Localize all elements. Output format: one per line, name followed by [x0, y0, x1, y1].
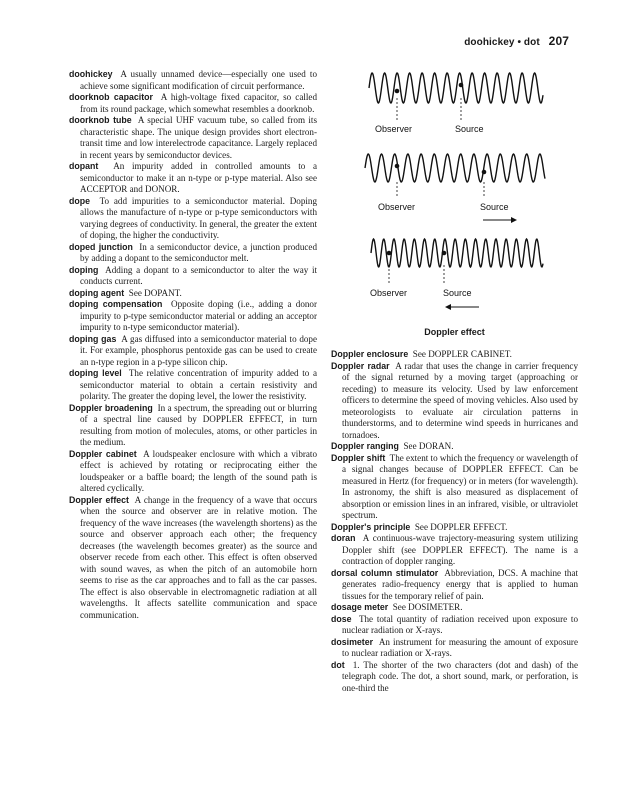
- entry-term: doping: [69, 264, 99, 275]
- left-column: [69, 69, 317, 621]
- entry-definition: A radar that uses the change in carrier frequency of the signal returned by a moving target (approaching or receding) to measure its velocity. Used by law enforcement officers to determine the speed of moving vehicles. Also used by meteorologists to evaluate air circulation patterns in thunderstorms, and to determine wind speeds in hurricanes and tornadoes.: [342, 360, 579, 440]
- entry-definition: See DOPPLER EFFECT.: [414, 521, 508, 532]
- entry-term: doohickey: [69, 69, 113, 79]
- entry-term: dosage meter: [331, 602, 389, 612]
- entry-term: dose: [331, 613, 352, 624]
- dictionary-entry: [331, 349, 578, 361]
- right-column: [331, 349, 578, 694]
- source-label: Source: [443, 288, 472, 298]
- figure-panel-stationary: [369, 73, 543, 134]
- entry-definition: A usually unnamed device—especially one used to achieve some significant modification of circuit performance.: [80, 69, 317, 91]
- entry-term: Doppler enclosure: [331, 349, 409, 359]
- motion-arrow-left-icon: [445, 304, 451, 310]
- dictionary-entry: [69, 265, 317, 288]
- entry-definition: A change in the frequency of a wave that occurs when the source and observer are in relative motion. The frequency of the wave increases (the wavelength shortens) as the source and observer approach each other; the frequency decreases (the wavelength becomes greater) as the source and observer recede from each other. This effect is often observed with sound waves, as when the pitch of an automobile horn seems to rise as the car approaches and to fall as the car passes. The effect is also observable in electromagnetic radiation at all wavelengths. It affects satellite communication and space communication.: [80, 494, 317, 620]
- entry-definition: 1. The shorter of the two characters (dot and dash) of the telegraph code. The dot, a short sound, mark, or perforation, is one-third the: [342, 659, 579, 693]
- dictionary-entry: [69, 69, 317, 92]
- dictionary-entry: [331, 453, 578, 522]
- figure-panel-receding: [365, 154, 545, 223]
- entry-definition: A special UHF vacuum tube, so called from its characteristic shape. The unique design provides short electron-transit time and low interelectrode capacitance. Largely replaced in recent years by semiconductor devices.: [80, 115, 317, 160]
- dictionary-entry: [331, 602, 578, 614]
- observer-label: Observer: [370, 288, 408, 298]
- source-marker: [442, 251, 447, 256]
- entry-definition: A high-voltage fixed capacitor, so called from its round package, which somewhat resembles a doorknob.: [80, 92, 318, 114]
- entry-definition: See DORAN.: [403, 441, 454, 451]
- entry-definition: The total quantity of radiation received upon exposure to nuclear radiation or X-rays.: [342, 613, 578, 635]
- entry-term: Doppler effect: [69, 494, 129, 505]
- entry-term: Doppler cabinet: [69, 448, 137, 459]
- entry-term: dorsal column stimulator: [331, 567, 439, 578]
- entry-term: doran: [331, 533, 356, 543]
- dictionary-entry: [331, 522, 578, 534]
- entry-definition: An instrument for measuring the amount of exposure to nuclear radiation or X-rays.: [342, 636, 579, 658]
- entry-term: dot: [331, 659, 345, 670]
- entry-term: dope: [69, 195, 91, 206]
- entry-definition: See DOPPLER CABINET.: [412, 349, 512, 359]
- dictionary-entry: [69, 495, 317, 622]
- entry-definition: See DOPANT.: [128, 287, 182, 298]
- dictionary-entry: [69, 299, 317, 334]
- entry-term: Doppler shift: [331, 452, 386, 463]
- motion-arrow-right-icon: [511, 217, 517, 223]
- dictionary-entry: [69, 403, 317, 449]
- entry-definition: Opposite doping (i.e., adding a donor impurity to p-type semiconductor material or adding an acceptor impurity to n-type semiconductor material).: [80, 299, 318, 332]
- entry-term: doorknob tube: [69, 115, 132, 125]
- entry-definition: See DOSIMETER.: [392, 602, 463, 612]
- entry-term: doping agent: [69, 287, 125, 298]
- dictionary-entry: [331, 533, 578, 568]
- dictionary-entry: [331, 660, 578, 695]
- dictionary-entry: [69, 242, 317, 265]
- dictionary-entry: [69, 368, 317, 403]
- observer-marker: [387, 251, 392, 256]
- entry-term: doping level: [69, 368, 122, 378]
- source-marker: [482, 170, 487, 175]
- dictionary-entry: [331, 637, 578, 660]
- observer-marker: [395, 164, 400, 169]
- entry-term: Doppler's principle: [331, 521, 411, 532]
- dictionary-entry: [331, 361, 578, 442]
- dictionary-entry: [69, 288, 317, 300]
- observer-label: Observer: [378, 202, 416, 212]
- page-number: 207: [548, 34, 569, 48]
- entry-term: doped junction: [69, 241, 133, 252]
- wave-stationary: [369, 73, 543, 103]
- wave-receding: [365, 154, 545, 182]
- entry-term: dosimeter: [331, 636, 374, 647]
- doppler-effect-figure: [355, 64, 555, 344]
- dictionary-entry: [331, 441, 578, 453]
- entry-term: Doppler ranging: [331, 441, 399, 451]
- dictionary-entry: [69, 161, 317, 196]
- entry-definition: In a semiconductor device, a junction produced by adding a dopant to the semiconductor melt.: [80, 241, 317, 263]
- entry-definition: In a spectrum, the spreading out or blurring of a spectral line caused by DOPPLER EFFECT, in turn resulting from motion of molecules, atoms, or other particles in the medium.: [80, 402, 317, 447]
- dictionary-entry: [331, 568, 578, 603]
- dictionary-entry: [69, 92, 317, 115]
- source-marker: [459, 83, 464, 88]
- source-label: Source: [455, 124, 484, 134]
- entry-definition: Abbreviation, DCS. A machine that generates radio-frequency energy that is applied to human tissues for the temporary relief of pain.: [342, 567, 579, 601]
- figure-panel-approaching: [370, 239, 543, 310]
- dictionary-entry: [69, 115, 317, 161]
- entry-term: dopant: [69, 161, 99, 171]
- entry-term: doping gas: [69, 333, 117, 344]
- entry-definition: A gas diffused into a semiconductor material to dope it. For example, phosphorus pentoxide gas can be used to create an n-type region in a p-type silicon chip.: [80, 333, 318, 367]
- entry-definition: Adding a dopant to a semiconductor to alter the way it conducts current.: [80, 264, 317, 286]
- running-header: [464, 34, 569, 48]
- entry-definition: The relative concentration of impurity added to a semiconductor material to obtain a certain resistivity and polarity. The greater the doping level, the lower the resistivity.: [80, 368, 317, 401]
- figure-caption: Doppler effect: [424, 327, 485, 337]
- entry-term: doping compensation: [69, 299, 163, 309]
- entry-definition: A continuous-wave trajectory-measuring system utilizing Doppler shift (see DOPPLER EFFECT). The name is a contraction of doppler ranging.: [342, 533, 579, 566]
- dictionary-entry: [69, 196, 317, 242]
- entry-term: doorknob capacitor: [69, 92, 153, 102]
- running-head: doohickey • dot: [464, 37, 540, 48]
- entry-definition: A loudspeaker enclosure with which a vibrato effect is achieved by rotating or reciprocating either the loudspeaker or a baffle board; the length of the sound path is altered cyclically.: [80, 448, 318, 493]
- observer-label: Observer: [375, 124, 413, 134]
- dictionary-entry: [331, 614, 578, 637]
- entry-definition: To add impurities to a semiconductor material. Doping allows the manufacture of n-type or p-type semiconductors with varying degrees of conductivity. In general, the greater the extent of doping, the higher the conductivity.: [80, 195, 318, 240]
- dictionary-entry: [69, 449, 317, 495]
- entry-term: Doppler radar: [331, 360, 390, 371]
- entry-term: Doppler broadening: [69, 402, 153, 413]
- observer-marker: [395, 89, 400, 94]
- entry-definition: An impurity added in controlled amounts to a semiconductor to make it an n-type or p-type material. Also see ACCEPTOR and DONOR.: [80, 161, 318, 194]
- dictionary-entry: [69, 334, 317, 369]
- entry-definition: The extent to which the frequency or wavelength of a signal changes because of DOPPLER EFFECT. Can be measured in Hertz (for frequency) or in meters (for wavelength). In astronomy, the shift is also measured as displacement of absorption or emission lines in an infrared, visible, or ultraviolet spectrum.: [342, 452, 579, 520]
- wave-approaching: [371, 239, 543, 267]
- source-label: Source: [480, 202, 509, 212]
